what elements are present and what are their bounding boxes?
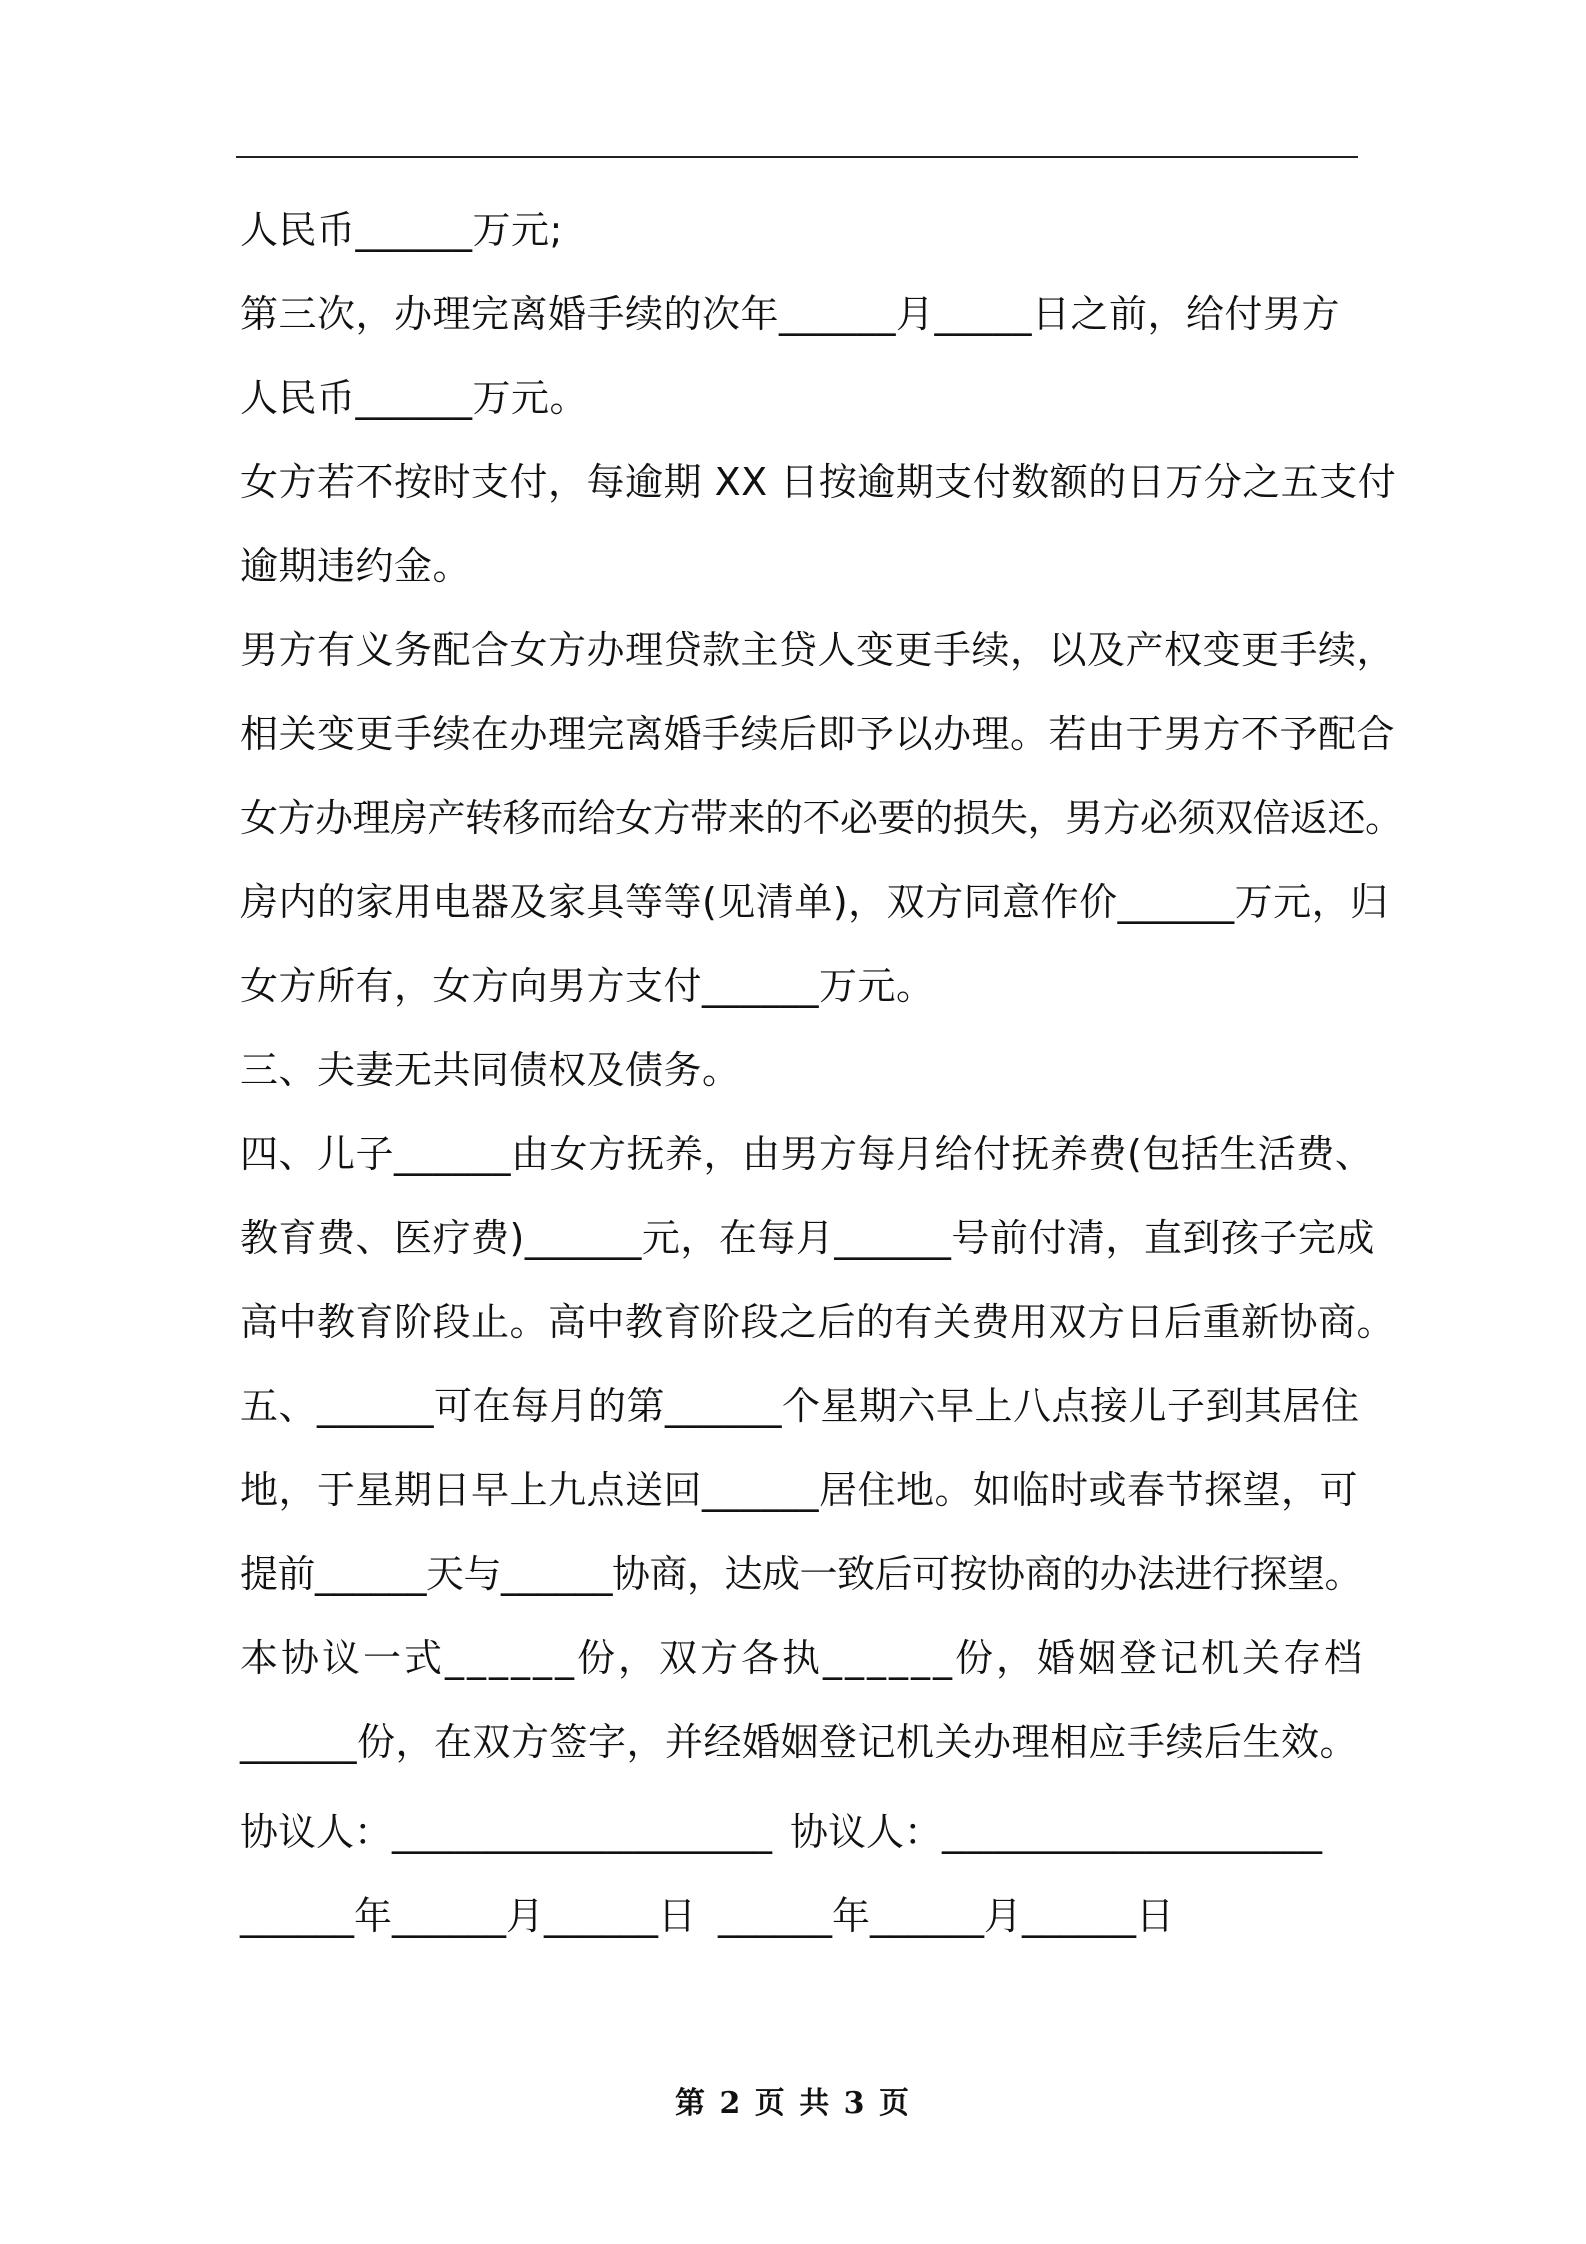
body-line: 本协议一式______份，双方各执______份，婚姻登记机关存档 (240, 1636, 1366, 1680)
body-line: 三、夫妻无共同债权及债务。 (240, 1048, 741, 1092)
body-line: 地，于星期日早上九点送回______居住地。如临时或春节探望，可 (240, 1468, 1359, 1512)
body-line: 第三次，办理完离婚手续的次年______月_____日之前，给付男方 (240, 292, 1341, 336)
signature-left: 协议人：____________________ (240, 1810, 773, 1854)
body-line: 逾期违约金。 (240, 544, 472, 588)
header-rule (236, 156, 1358, 158)
body-line: 高中教育阶段止。高中教育阶段之后的有关费用双方日后重新协商。 (240, 1300, 1396, 1344)
body-line: 女方所有，女方向男方支付______万元。 (240, 964, 935, 1008)
body-line: 相关变更手续在办理完离婚手续后即予以办理。若由于男方不予配合 (240, 712, 1396, 756)
page-number: 第 2 页 共 3 页 (675, 2086, 911, 2121)
date-left: ______年______月______日 (240, 1894, 697, 1938)
signature-row (240, 1790, 1390, 1874)
body-line: 人民币______万元。 (240, 376, 589, 420)
body-line: 教育费、医疗费)______元，在每月______号前付清，直到孩子完成 (240, 1216, 1375, 1260)
document-body (240, 188, 1403, 1958)
date-right: ______年______月______日 (718, 1894, 1175, 1938)
body-line: 女方办理房产转移而给女方带来的不必要的损失，男方必须双倍返还。 (240, 796, 1403, 840)
body-line: 五、______可在每月的第______个星期六早上八点接儿子到其居住 (240, 1384, 1360, 1428)
body-line: ______份，在双方签字，并经婚姻登记机关办理相应手续后生效。 (240, 1720, 1359, 1764)
body-line: 四、儿子______由女方抚养，由男方每月给付抚养费(包括生活费、 (240, 1132, 1374, 1176)
signature-right: 协议人：____________________ (790, 1810, 1323, 1854)
body-line: 人民币______万元; (240, 208, 563, 252)
date-row (240, 1874, 1390, 1958)
body-line: 房内的家用电器及家具等等(见清单)，双方同意作价______万元，归 (240, 880, 1389, 924)
body-line: 提前______天与______协商，达成一致后可按协商的办法进行探望。 (240, 1552, 1363, 1596)
body-line: 女方若不按时支付，每逾期 XX 日按逾期支付数额的日万分之五支付 (240, 460, 1397, 504)
body-line: 男方有义务配合女方办理贷款主贷人变更手续，以及产权变更手续， (240, 628, 1396, 672)
